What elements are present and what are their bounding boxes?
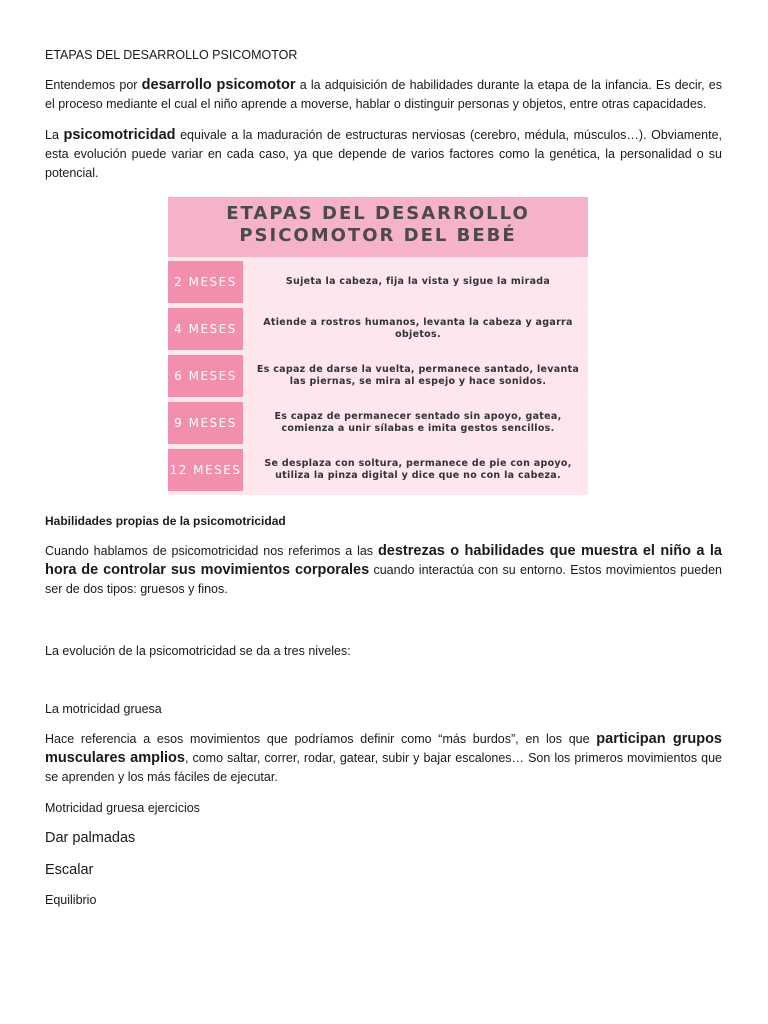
ejercicios-heading: Motricidad gruesa ejercicios (45, 801, 200, 815)
destrezas-paragraph (45, 542, 722, 599)
infographic-title-line2: PSICOMOTOR DEL BEBÉ (239, 225, 517, 246)
ejercicio-item: Equilibrio (45, 893, 97, 907)
infographic-row (168, 402, 588, 444)
evolucion-paragraph: La evolución de la psicomotricidad se da a tres niveles: (45, 644, 351, 658)
infographic-row (168, 355, 588, 397)
habilidades-heading: Habilidades propias de la psicomotricidad (45, 514, 286, 528)
psico-text: La (45, 128, 64, 142)
ejercicio-item: Dar palmadas (45, 830, 136, 846)
gruesa-bold-phrase: participan grupos musculares amplios (45, 731, 722, 766)
month-label: 9 MESES (168, 402, 243, 444)
infographic-row (168, 449, 588, 491)
gruesa-text-rest: , como saltar, correr, rodar, gatear, subir y bajar escalones… Son los primeros movimientos que se aprenden y los más fáciles de ejecutar. (45, 751, 722, 784)
month-label: 2 MESES (168, 261, 243, 303)
milestone-description: Atiende a rostros humanos, levanta la cabeza y agarra objetos. (248, 308, 588, 350)
destrezas-bold-phrase: destrezas o habilidades que muestra el niño a la hora de controlar sus movimientos corporales (45, 543, 722, 578)
infographic-row (168, 261, 588, 303)
gruesa-text: Hace referencia a esos movimientos que podríamos definir como “más burdos”, en los que (45, 732, 597, 746)
milestone-description: Sujeta la cabeza, fija la vista y sigue la mirada (248, 261, 588, 303)
destrezas-text: Cuando hablamos de psicomotricidad nos referimos a las (45, 544, 378, 558)
psico-text-rest: equivale a la maduración de estructuras nerviosas (cerebro, médula, músculos…). Obviamente, esta evolución puede variar en cada caso, ya que depende de varios factores como la genética, la personalidad o su potencial. (45, 128, 722, 180)
destrezas-text-rest: cuando interactúa con su entorno. Estos movimientos pueden ser de dos tipos: gruesos y finos. (45, 563, 722, 596)
milestone-description: Es capaz de darse la vuelta, permanece santado, levanta las piernas, se mira al espejo y hace sonidos. (248, 355, 588, 397)
intro-bold-term: desarrollo psicomotor (141, 77, 296, 93)
intro-text-rest: a la adquisición de habilidades durante la etapa de la infancia. Es decir, es el proceso mediante el cual el niño aprende a moverse, hablar o distinguir personas y objetos, entre otras capacidades. (45, 78, 722, 111)
psicomotricidad-paragraph (45, 126, 722, 183)
month-label: 4 MESES (168, 308, 243, 350)
ejercicio-item: Escalar (45, 862, 94, 878)
infographic-row (168, 308, 588, 350)
motricidad-gruesa-heading: La motricidad gruesa (45, 702, 162, 716)
intro-paragraph (45, 76, 722, 114)
infographic-title-line1: ETAPAS DEL DESARROLLO (226, 203, 530, 224)
motricidad-gruesa-paragraph (45, 730, 722, 787)
milestone-description: Es capaz de permanecer sentado sin apoyo, gatea, comienza a unir sílabas e imita gestos sencillos. (248, 402, 588, 444)
month-label: 6 MESES (168, 355, 243, 397)
infographic-image (168, 197, 588, 495)
intro-text: Entendemos por (45, 78, 142, 92)
infographic-title (168, 197, 588, 257)
month-label: 12 MESES (168, 449, 243, 491)
milestone-description: Se desplaza con soltura, permanece de pie con apoyo, utiliza la pinza digital y dice que no con la cabeza. (248, 449, 588, 491)
document-title: ETAPAS DEL DESARROLLO PSICOMOTOR (45, 48, 298, 62)
psico-bold-term: psicomotricidad (63, 127, 176, 143)
